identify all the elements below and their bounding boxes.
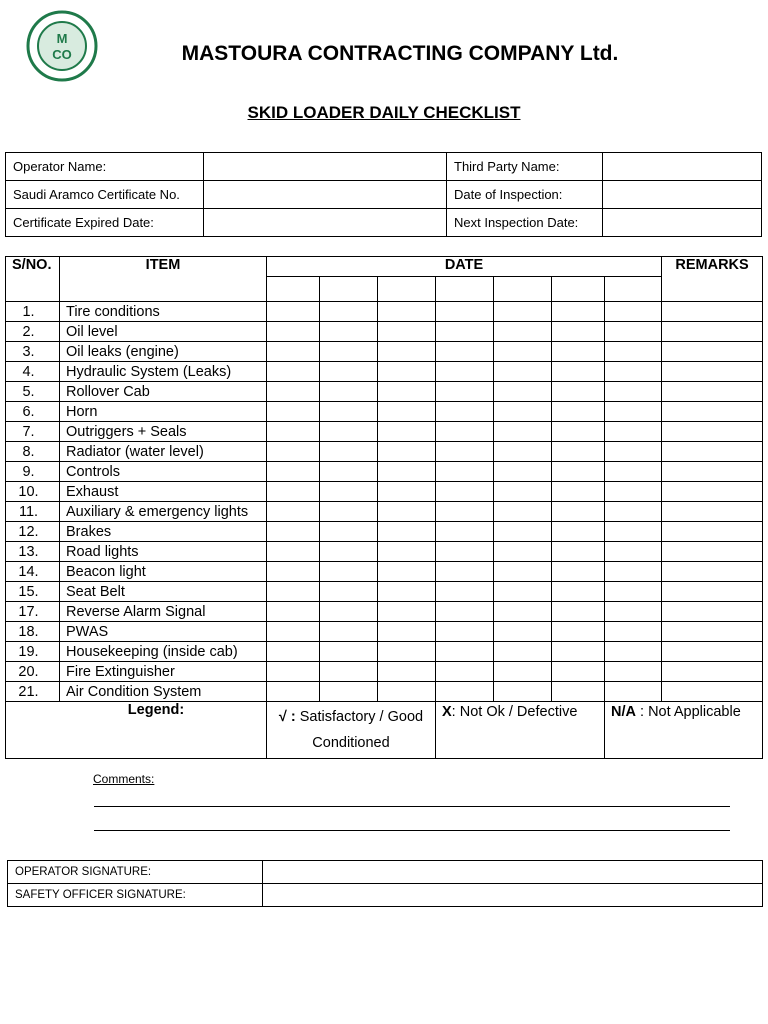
checklist-row xyxy=(6,582,763,602)
checklist-row xyxy=(6,542,763,562)
date-check-cell[interactable] xyxy=(494,342,552,362)
date-check-cell[interactable] xyxy=(552,542,605,562)
date-check-cell[interactable] xyxy=(605,602,662,622)
date-check-cell[interactable] xyxy=(320,482,378,502)
date-check-cell[interactable] xyxy=(552,562,605,582)
date-check-cell[interactable] xyxy=(320,442,378,462)
date-check-cell[interactable] xyxy=(552,522,605,542)
date-check-cell[interactable] xyxy=(605,542,662,562)
checklist-row xyxy=(6,382,763,402)
date-check-cell[interactable] xyxy=(605,462,662,482)
signature-row xyxy=(8,884,763,907)
remarks-header: REMARKS xyxy=(662,257,763,302)
date-check-cell[interactable] xyxy=(605,522,662,542)
item-label: Fire Extinguisher xyxy=(60,662,267,682)
comment-line[interactable] xyxy=(94,806,730,807)
aramco-certificate-field[interactable] xyxy=(204,181,447,209)
date-check-cell[interactable] xyxy=(494,422,552,442)
date-check-cell[interactable] xyxy=(378,482,436,502)
date-check-cell[interactable] xyxy=(494,522,552,542)
date-check-cell[interactable] xyxy=(605,362,662,382)
date-check-cell[interactable] xyxy=(267,362,320,382)
checklist-row xyxy=(6,442,763,462)
date-column-cell[interactable] xyxy=(320,277,378,302)
row-number: 10. xyxy=(6,482,60,502)
item-label: Brakes xyxy=(60,522,267,542)
date-check-cell[interactable] xyxy=(378,522,436,542)
item-label: Rollover Cab xyxy=(60,382,267,402)
date-check-cell[interactable] xyxy=(267,622,320,642)
checklist-row xyxy=(6,622,763,642)
remarks-cell[interactable] xyxy=(662,342,763,362)
date-check-cell[interactable] xyxy=(552,682,605,702)
date-check-cell[interactable] xyxy=(267,462,320,482)
date-check-cell[interactable] xyxy=(378,342,436,362)
date-check-cell[interactable] xyxy=(320,622,378,642)
date-check-cell[interactable] xyxy=(320,582,378,602)
date-check-cell[interactable] xyxy=(378,502,436,522)
date-check-cell[interactable] xyxy=(436,682,494,702)
remarks-cell[interactable] xyxy=(662,682,763,702)
date-check-cell[interactable] xyxy=(436,622,494,642)
remarks-cell[interactable] xyxy=(662,302,763,322)
item-label: Beacon light xyxy=(60,562,267,582)
info-row xyxy=(6,153,762,181)
date-check-cell[interactable] xyxy=(436,422,494,442)
next-inspection-label: Next Inspection Date: xyxy=(447,209,603,237)
date-check-cell[interactable] xyxy=(494,302,552,322)
date-check-cell[interactable] xyxy=(605,642,662,662)
checklist-row xyxy=(6,462,763,482)
row-number: 17. xyxy=(6,602,60,622)
third-party-name-label: Third Party Name: xyxy=(447,153,603,181)
checklist-row xyxy=(6,322,763,342)
date-check-cell[interactable] xyxy=(494,582,552,602)
item-label: Exhaust xyxy=(60,482,267,502)
row-number: 8. xyxy=(6,442,60,462)
date-check-cell[interactable] xyxy=(494,662,552,682)
date-check-cell[interactable] xyxy=(552,442,605,462)
date-check-cell[interactable] xyxy=(552,342,605,362)
row-number: 14. xyxy=(6,562,60,582)
date-check-cell[interactable] xyxy=(378,402,436,422)
date-check-cell[interactable] xyxy=(378,442,436,462)
legend-label: Legend: xyxy=(6,702,267,759)
remarks-cell[interactable] xyxy=(662,402,763,422)
date-check-cell[interactable] xyxy=(320,502,378,522)
row-number: 3. xyxy=(6,342,60,362)
date-check-cell[interactable] xyxy=(436,442,494,462)
date-check-cell[interactable] xyxy=(552,362,605,382)
date-check-cell[interactable] xyxy=(267,602,320,622)
date-check-cell[interactable] xyxy=(494,502,552,522)
checklist-row xyxy=(6,422,763,442)
date-check-cell[interactable] xyxy=(267,522,320,542)
date-check-cell[interactable] xyxy=(552,602,605,622)
date-check-cell[interactable] xyxy=(267,582,320,602)
row-number: 5. xyxy=(6,382,60,402)
date-check-cell[interactable] xyxy=(552,622,605,642)
date-check-cell[interactable] xyxy=(378,582,436,602)
sno-header: S/NO. xyxy=(6,257,60,302)
date-check-cell[interactable] xyxy=(320,302,378,322)
date-check-cell[interactable] xyxy=(436,342,494,362)
date-check-cell[interactable] xyxy=(552,462,605,482)
date-check-cell[interactable] xyxy=(494,402,552,422)
date-check-cell[interactable] xyxy=(605,402,662,422)
date-check-cell[interactable] xyxy=(605,302,662,322)
date-column-cell[interactable] xyxy=(552,277,605,302)
date-check-cell[interactable] xyxy=(267,482,320,502)
x-symbol: X xyxy=(442,704,452,720)
legend-ok-text: Satisfactory / Good Conditioned xyxy=(299,709,424,751)
date-check-cell[interactable] xyxy=(267,342,320,362)
aramco-certificate-label: Saudi Aramco Certificate No. xyxy=(6,181,204,209)
date-check-cell[interactable] xyxy=(605,582,662,602)
date-check-cell[interactable] xyxy=(494,562,552,582)
date-column-cell[interactable] xyxy=(436,277,494,302)
date-check-cell[interactable] xyxy=(605,422,662,442)
date-check-cell[interactable] xyxy=(436,502,494,522)
remarks-cell[interactable] xyxy=(662,602,763,622)
date-check-cell[interactable] xyxy=(320,562,378,582)
date-check-cell[interactable] xyxy=(320,382,378,402)
date-check-cell[interactable] xyxy=(436,562,494,582)
row-number: 11. xyxy=(6,502,60,522)
date-check-cell[interactable] xyxy=(378,602,436,622)
date-check-cell[interactable] xyxy=(320,402,378,422)
date-check-cell[interactable] xyxy=(552,642,605,662)
checklist-row xyxy=(6,482,763,502)
date-check-cell[interactable] xyxy=(605,382,662,402)
item-label: PWAS xyxy=(60,622,267,642)
date-check-cell[interactable] xyxy=(378,362,436,382)
checklist-row xyxy=(6,502,763,522)
remarks-cell[interactable] xyxy=(662,542,763,562)
date-check-cell[interactable] xyxy=(378,662,436,682)
legend-x xyxy=(436,702,605,759)
remarks-cell[interactable] xyxy=(662,662,763,682)
date-check-cell[interactable] xyxy=(494,442,552,462)
row-number: 12. xyxy=(6,522,60,542)
date-check-cell[interactable] xyxy=(436,542,494,562)
date-check-cell[interactable] xyxy=(378,542,436,562)
checklist-row xyxy=(6,362,763,382)
date-check-cell[interactable] xyxy=(436,582,494,602)
legend-na-text: : Not Applicable xyxy=(640,704,741,720)
info-row xyxy=(6,209,762,237)
date-check-cell[interactable] xyxy=(378,322,436,342)
date-check-cell[interactable] xyxy=(267,502,320,522)
certificate-expired-field[interactable] xyxy=(204,209,447,237)
date-check-cell[interactable] xyxy=(552,502,605,522)
date-check-cell[interactable] xyxy=(267,402,320,422)
date-check-cell[interactable] xyxy=(267,442,320,462)
date-column-cell[interactable] xyxy=(605,277,662,302)
info-row xyxy=(6,181,762,209)
date-check-cell[interactable] xyxy=(320,542,378,562)
legend-row xyxy=(6,702,763,759)
date-check-cell[interactable] xyxy=(267,662,320,682)
date-check-cell[interactable] xyxy=(605,562,662,582)
date-check-cell[interactable] xyxy=(605,682,662,702)
signature-row xyxy=(8,861,763,884)
operator-name-field[interactable] xyxy=(204,153,447,181)
date-check-cell[interactable] xyxy=(494,542,552,562)
date-check-cell[interactable] xyxy=(494,642,552,662)
date-check-cell[interactable] xyxy=(378,462,436,482)
date-of-inspection-label: Date of Inspection: xyxy=(447,181,603,209)
date-check-cell[interactable] xyxy=(605,322,662,342)
inspection-info-table xyxy=(5,152,762,237)
third-party-name-field[interactable] xyxy=(603,153,762,181)
checklist-row xyxy=(6,302,763,322)
remarks-cell[interactable] xyxy=(662,462,763,482)
date-check-cell[interactable] xyxy=(552,382,605,402)
svg-text:CO: CO xyxy=(52,47,72,62)
row-number: 18. xyxy=(6,622,60,642)
item-label: Reverse Alarm Signal xyxy=(60,602,267,622)
row-number: 21. xyxy=(6,682,60,702)
date-check-cell[interactable] xyxy=(552,482,605,502)
checklist-row xyxy=(6,682,763,702)
date-check-cell[interactable] xyxy=(436,602,494,622)
date-check-cell[interactable] xyxy=(494,382,552,402)
row-number: 13. xyxy=(6,542,60,562)
company-logo xyxy=(26,10,98,82)
operator-signature-label: OPERATOR SIGNATURE: xyxy=(8,861,263,884)
row-number: 15. xyxy=(6,582,60,602)
date-check-cell[interactable] xyxy=(320,522,378,542)
item-label: Air Condition System xyxy=(60,682,267,702)
date-check-cell[interactable] xyxy=(436,362,494,382)
certificate-expired-label: Certificate Expired Date: xyxy=(6,209,204,237)
date-check-cell[interactable] xyxy=(552,302,605,322)
date-check-cell[interactable] xyxy=(436,382,494,402)
item-label: Controls xyxy=(60,462,267,482)
remarks-cell[interactable] xyxy=(662,622,763,642)
date-check-cell[interactable] xyxy=(605,622,662,642)
date-check-cell[interactable] xyxy=(320,362,378,382)
item-label: Hydraulic System (Leaks) xyxy=(60,362,267,382)
remarks-cell[interactable] xyxy=(662,582,763,602)
checklist-row xyxy=(6,522,763,542)
row-number: 7. xyxy=(6,422,60,442)
check-symbol: √ : xyxy=(278,709,296,725)
item-label: Horn xyxy=(60,402,267,422)
checklist-header-row xyxy=(6,257,763,277)
date-check-cell[interactable] xyxy=(494,322,552,342)
remarks-cell[interactable] xyxy=(662,642,763,662)
item-label: Seat Belt xyxy=(60,582,267,602)
date-check-cell[interactable] xyxy=(378,422,436,442)
date-check-cell[interactable] xyxy=(436,662,494,682)
date-check-cell[interactable] xyxy=(320,342,378,362)
date-check-cell[interactable] xyxy=(320,462,378,482)
date-check-cell[interactable] xyxy=(552,402,605,422)
company-name: MASTOURA CONTRACTING COMPANY Ltd. xyxy=(181,42,619,65)
date-column-cell[interactable] xyxy=(267,277,320,302)
date-check-cell[interactable] xyxy=(605,502,662,522)
date-check-cell[interactable] xyxy=(378,682,436,702)
remarks-cell[interactable] xyxy=(662,422,763,442)
item-label: Outriggers + Seals xyxy=(60,422,267,442)
next-inspection-field[interactable] xyxy=(603,209,762,237)
row-number: 4. xyxy=(6,362,60,382)
row-number: 2. xyxy=(6,322,60,342)
checklist-row xyxy=(6,602,763,622)
operator-name-label: Operator Name: xyxy=(6,153,204,181)
checklist-row xyxy=(6,642,763,662)
date-check-cell[interactable] xyxy=(320,662,378,682)
row-number: 1. xyxy=(6,302,60,322)
date-check-cell[interactable] xyxy=(267,682,320,702)
date-check-cell[interactable] xyxy=(267,542,320,562)
checklist-row xyxy=(6,402,763,422)
date-check-cell[interactable] xyxy=(436,522,494,542)
date-check-cell[interactable] xyxy=(320,322,378,342)
date-check-cell[interactable] xyxy=(436,642,494,662)
remarks-cell[interactable] xyxy=(662,362,763,382)
signature-table xyxy=(7,860,763,907)
date-check-cell[interactable] xyxy=(436,402,494,422)
date-check-cell[interactable] xyxy=(494,482,552,502)
date-check-cell[interactable] xyxy=(552,582,605,602)
na-symbol: N/A xyxy=(611,704,636,720)
date-check-cell[interactable] xyxy=(320,602,378,622)
row-number: 19. xyxy=(6,642,60,662)
date-check-cell[interactable] xyxy=(436,322,494,342)
date-of-inspection-field[interactable] xyxy=(603,181,762,209)
date-check-cell[interactable] xyxy=(436,482,494,502)
legend-ok xyxy=(267,702,436,759)
date-check-cell[interactable] xyxy=(494,362,552,382)
safety-officer-signature-label: SAFETY OFFICER SIGNATURE: xyxy=(8,884,263,907)
date-check-cell[interactable] xyxy=(267,382,320,402)
item-label: Auxiliary & emergency lights xyxy=(60,502,267,522)
svg-text:M: M xyxy=(56,31,68,46)
item-label: Oil leaks (engine) xyxy=(60,342,267,362)
comments-label: Comments: xyxy=(93,772,155,786)
checklist-row xyxy=(6,662,763,682)
date-check-cell[interactable] xyxy=(267,322,320,342)
date-check-cell[interactable] xyxy=(552,322,605,342)
remarks-cell[interactable] xyxy=(662,322,763,342)
operator-signature-field[interactable] xyxy=(263,861,763,884)
date-check-cell[interactable] xyxy=(378,302,436,322)
date-check-cell[interactable] xyxy=(605,662,662,682)
row-number: 20. xyxy=(6,662,60,682)
checklist-row xyxy=(6,342,763,362)
remarks-cell[interactable] xyxy=(662,562,763,582)
date-check-cell[interactable] xyxy=(436,302,494,322)
safety-officer-signature-field[interactable] xyxy=(263,884,763,907)
date-check-cell[interactable] xyxy=(494,622,552,642)
item-label: Housekeeping (inside cab) xyxy=(60,642,267,662)
date-column-cell[interactable] xyxy=(494,277,552,302)
item-label: Oil level xyxy=(60,322,267,342)
date-check-cell[interactable] xyxy=(267,302,320,322)
remarks-cell[interactable] xyxy=(662,382,763,402)
date-check-cell[interactable] xyxy=(320,682,378,702)
date-check-cell[interactable] xyxy=(552,662,605,682)
date-check-cell[interactable] xyxy=(494,602,552,622)
item-label: Tire conditions xyxy=(60,302,267,322)
remarks-cell[interactable] xyxy=(662,522,763,542)
date-check-cell[interactable] xyxy=(320,642,378,662)
date-check-cell[interactable] xyxy=(605,342,662,362)
date-check-cell[interactable] xyxy=(552,422,605,442)
date-check-cell[interactable] xyxy=(378,562,436,582)
date-check-cell[interactable] xyxy=(378,642,436,662)
item-header: ITEM xyxy=(60,257,267,302)
row-number: 9. xyxy=(6,462,60,482)
document-title: SKID LOADER DAILY CHECKLIST xyxy=(247,103,521,122)
legend-na xyxy=(605,702,763,759)
date-check-cell[interactable] xyxy=(605,442,662,462)
item-label: Radiator (water level) xyxy=(60,442,267,462)
row-number: 6. xyxy=(6,402,60,422)
date-check-cell[interactable] xyxy=(605,482,662,502)
checklist-row xyxy=(6,562,763,582)
date-column-cell[interactable] xyxy=(378,277,436,302)
date-header: DATE xyxy=(267,257,662,277)
remarks-cell[interactable] xyxy=(662,482,763,502)
date-check-cell[interactable] xyxy=(436,462,494,482)
legend-x-text: : Not Ok / Defective xyxy=(451,704,578,720)
date-check-cell[interactable] xyxy=(267,422,320,442)
comment-line[interactable] xyxy=(94,830,730,831)
date-check-cell[interactable] xyxy=(320,422,378,442)
date-check-cell[interactable] xyxy=(378,622,436,642)
date-check-cell[interactable] xyxy=(494,682,552,702)
date-check-cell[interactable] xyxy=(267,562,320,582)
remarks-cell[interactable] xyxy=(662,502,763,522)
remarks-cell[interactable] xyxy=(662,442,763,462)
date-check-cell[interactable] xyxy=(378,382,436,402)
date-check-cell[interactable] xyxy=(267,642,320,662)
checklist-table xyxy=(5,256,763,759)
date-check-cell[interactable] xyxy=(494,462,552,482)
item-label: Road lights xyxy=(60,542,267,562)
